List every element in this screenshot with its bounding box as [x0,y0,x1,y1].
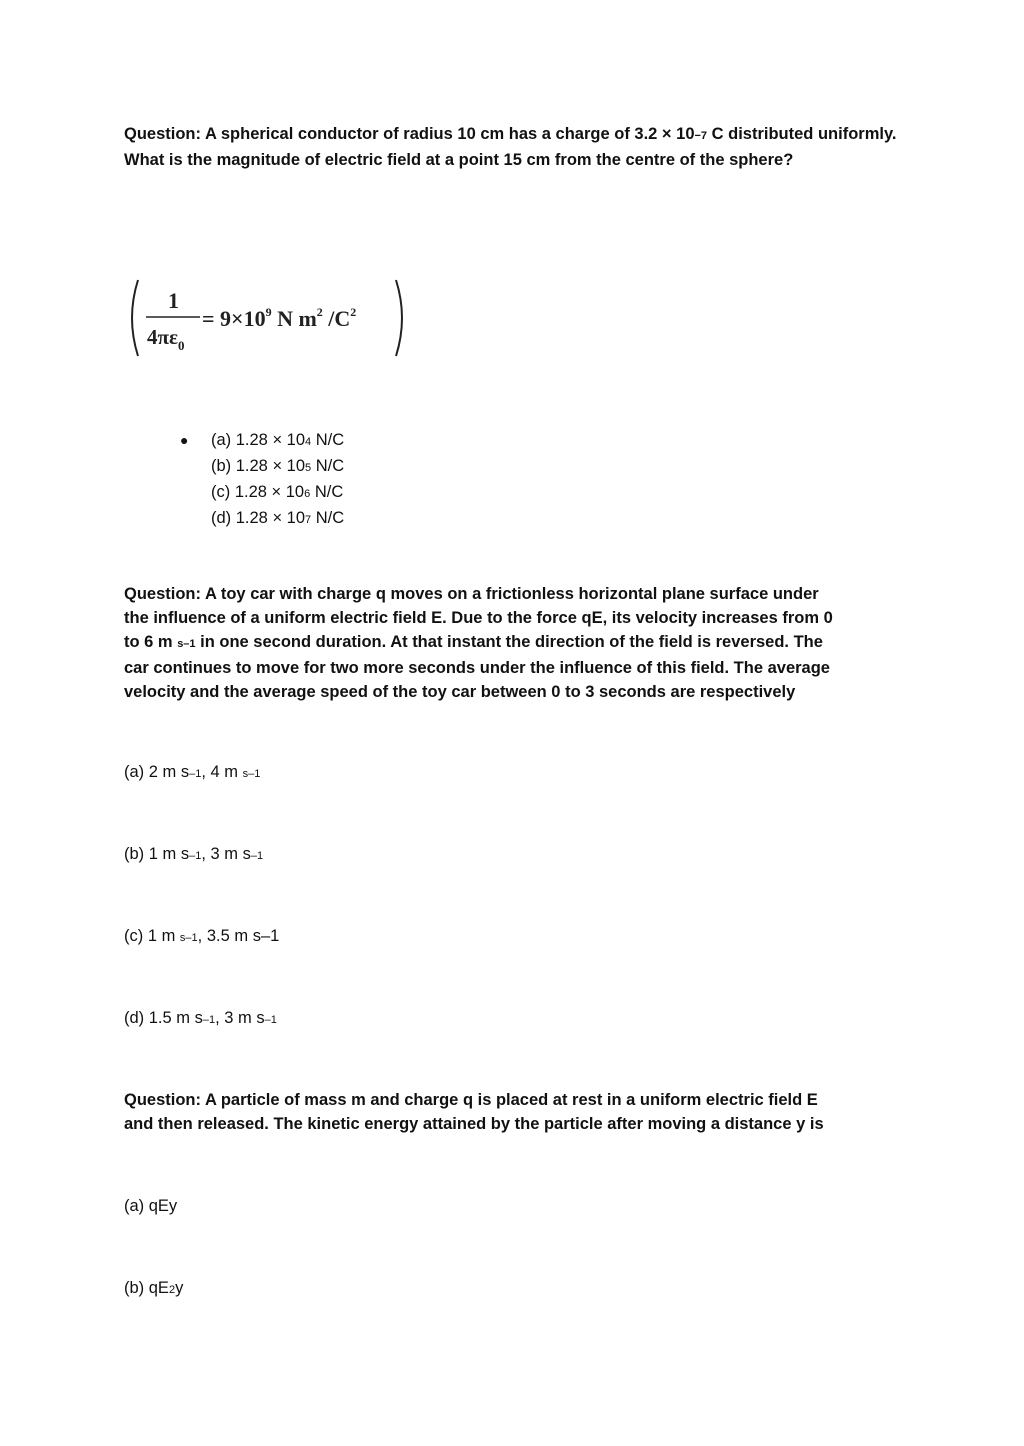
question-2-option-b [124,842,263,868]
question-1-text-after: C distributed uniformly. What is the magnitude of electric field at a point 15 cm from the centre of the sphere? [124,125,897,169]
formula-rhs-b: N m [271,306,317,331]
coulomb-constant-formula [124,272,424,364]
q2-option-d-p1: (d) 1.5 m s [124,1009,203,1027]
q2-option-a-s2: s–1 [242,768,261,780]
question-1-option-a [180,428,344,454]
question-2-line-3-unit: s–1 [177,638,196,650]
q2-option-d-s1: –1 [202,1014,216,1026]
formula-rhs-exp2: 2 [316,305,323,319]
question-1-options [180,428,344,532]
bullet-icon: ● [180,432,189,448]
formula-rhs-exp3: 2 [350,305,357,319]
q3-option-b-p2: y [175,1279,184,1297]
q2-option-c-p2: , 3.5 m s–1 [197,927,280,945]
q2-option-c-s1: s–1 [179,932,198,944]
option-a-unit: N/C [311,431,345,449]
formula-denominator [147,325,184,353]
question-3-option-b [124,1276,183,1302]
question-1-option-d [180,506,344,532]
q2-option-b-s2: –1 [250,850,264,862]
option-d-base: (d) 1.28 × 10 [211,509,306,527]
q2-option-b-s1: –1 [189,850,202,862]
q2-option-b-p1: (b) 1 m s [124,845,190,863]
question-2-option-a [124,760,260,786]
question-2-line-4: car continues to move for two more seconds under the influence of this field. The average [124,659,830,677]
option-c-exp: 6 [304,488,311,500]
q2-option-c-p1: (c) 1 m [124,927,180,945]
question-2-line-3-a: to 6 m [124,633,178,651]
q2-option-a-p2: , 4 m [201,763,243,781]
formula-rhs-a: = 9×10 [202,306,266,331]
q2-option-b-p2: , 3 m s [201,845,251,863]
question-3-option-a: (a) qEy [124,1197,178,1215]
q3-option-b-s1: 2 [168,1284,176,1296]
question-3-line-1: Question: A particle of mass m and charge q is placed at rest in a uniform electric field E [124,1091,818,1109]
question-2-line-2: the influence of a uniform electric field E. Due to the force qE, its velocity increases from 0 [124,609,833,627]
question-1-option-c [180,480,344,506]
question-2-line-1: Question: A toy car with charge q moves on a frictionless horizontal plane surface under [124,585,819,603]
question-1-text-before: Question: A spherical conductor of radius 10 cm has a charge of 3.2 × 10 [124,125,695,143]
option-d-exp: 7 [305,514,312,526]
formula-numerator: 1 [168,288,179,313]
right-paren [396,280,402,356]
question-3-text [124,1088,904,1136]
option-c-base: (c) 1.28 × 10 [211,483,305,501]
option-b-exp: 5 [305,462,312,474]
formula-denominator-base: 4πε [147,325,178,349]
option-a-exp: 4 [305,436,312,448]
formula-denominator-sub: 0 [177,338,185,353]
option-b-base: (b) 1.28 × 10 [211,457,306,475]
question-2-option-d [124,1006,277,1032]
formula-rhs [202,305,356,331]
question-2-option-c [124,924,279,950]
question-1-option-b [180,454,344,480]
q2-option-d-s2: –1 [264,1014,277,1026]
question-2-line-3-b: in one second duration. At that instant the direction of the field is reversed. The [195,633,823,651]
question-2-text [124,582,904,704]
option-a-base: (a) 1.28 × 10 [211,431,306,449]
question-1-text [124,122,904,172]
question-2-line-3 [124,630,904,656]
q3-option-b-p1: (b) qE [124,1279,169,1297]
q2-option-d-p2: , 3 m s [215,1009,265,1027]
option-b-unit: N/C [311,457,345,475]
option-d-unit: N/C [311,509,345,527]
q2-option-a-p1: (a) 2 m s [124,763,190,781]
q2-option-a-s1: –1 [189,768,202,780]
option-c-unit: N/C [310,483,344,501]
formula-rhs-exp: 9 [265,305,272,319]
question-2-line-5: velocity and the average speed of the toy car between 0 to 3 seconds are respectively [124,683,796,701]
formula-graphic [124,272,424,364]
formula-rhs-c: /C [322,306,351,331]
question-1-exponent: −7 [694,130,708,142]
left-paren [132,280,138,356]
question-3-line-2: and then released. The kinetic energy attained by the particle after moving a distance y is [124,1115,824,1133]
